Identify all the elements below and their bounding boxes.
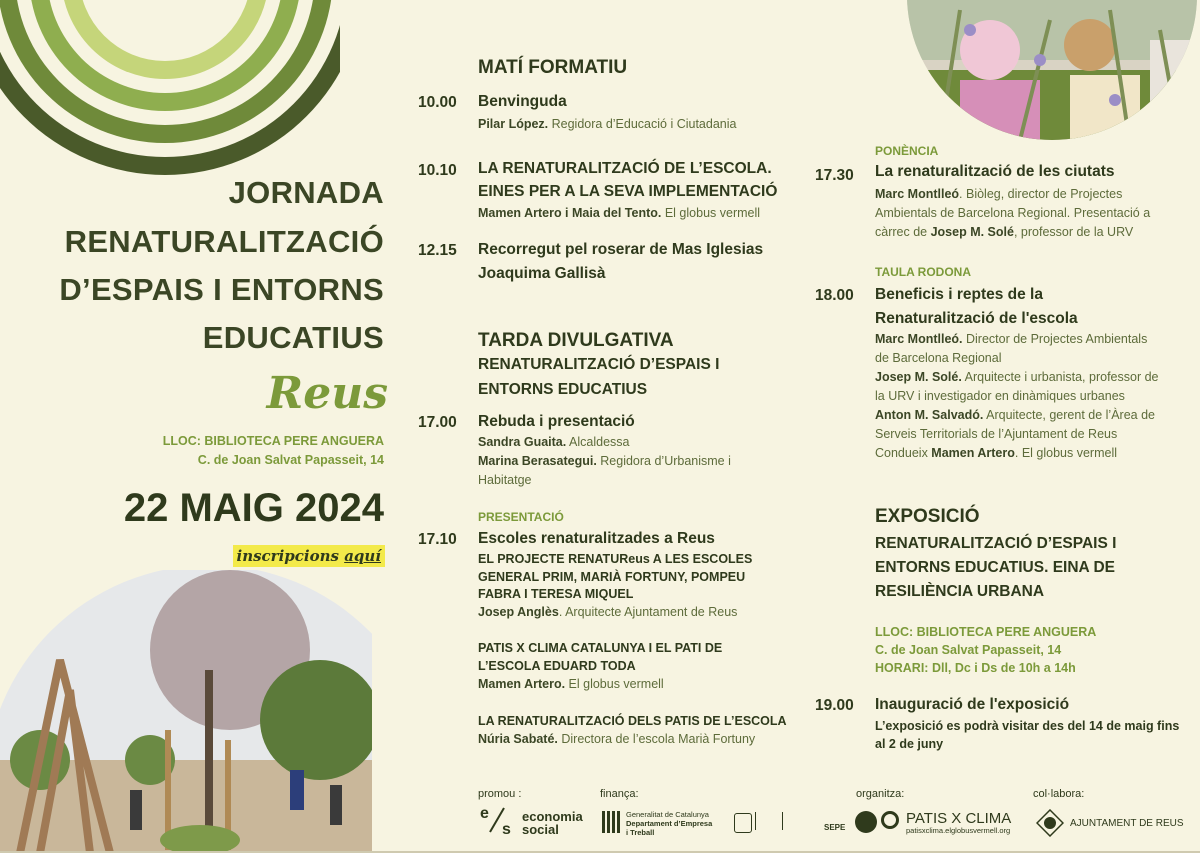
event-title-line-2: RENATURALITZACIÓ bbox=[64, 224, 384, 259]
patis-clima-line-2: L’ESCOLA EDUARD TODA bbox=[478, 659, 636, 673]
finansa-label: finança: bbox=[600, 788, 639, 800]
event-title-line-1: JORNADA bbox=[228, 175, 384, 210]
city-name: Reus bbox=[266, 368, 388, 419]
schools-heading: Escoles renaturalitzades a Reus bbox=[478, 530, 715, 547]
rose-garden-guide: Joaquima Gallisà bbox=[478, 265, 606, 282]
renatureus-line-1: EL PROJECTE RENATUReus A LES ESCOLES bbox=[478, 552, 753, 566]
time-1730: 17.30 bbox=[815, 167, 854, 184]
reception-speaker-2: Marina Berasategui. Regidora d’Urbanisme i bbox=[478, 454, 731, 468]
colabora-label: col·labora: bbox=[1033, 788, 1085, 800]
venue-name: LLOC: BIBLIOTECA PERE ANGUERA bbox=[162, 434, 384, 448]
tarda-title: TARDA DIVULGATIVA bbox=[478, 330, 674, 351]
renatureus-line-2: GENERAL PRIM, MARIÀ FORTUNY, POMPEU bbox=[478, 570, 746, 584]
time-1900: 19.00 bbox=[815, 697, 854, 714]
time-1010: 10.10 bbox=[418, 162, 457, 179]
schoolyard-photo bbox=[0, 570, 372, 853]
patis-clima-speaker: Mamen Artero. El globus vermell bbox=[478, 677, 664, 691]
svg-text:e: e bbox=[480, 805, 489, 822]
presentation-tag: PRESENTACIÓ bbox=[478, 510, 564, 524]
exhibition-sub-2: ENTORNS EDUCATIUS. EINA DE bbox=[875, 559, 1115, 576]
ponencia-tag: PONÈNCIA bbox=[875, 144, 939, 158]
event-date: 22 MAIG 2024 bbox=[123, 486, 384, 530]
patis-x-clima-icon bbox=[881, 811, 899, 829]
economia-social-icon bbox=[480, 804, 516, 836]
promou-label: promou : bbox=[478, 788, 522, 800]
ponencia-speaker: Marc Montlleó. Biòleg, director de Projectes bbox=[875, 187, 1123, 201]
exhibition-dates-1: L’exposició es podrà visitar des del 14 de maig fins bbox=[875, 719, 1180, 733]
ajuntament-reus-logo: AJUNTAMENT DE REUS bbox=[1070, 818, 1184, 829]
panelist-2-role: la URV i investigador en dinàmiques urbanes bbox=[875, 389, 1125, 403]
event-title-line-3: D’ESPAIS I ENTORNS bbox=[59, 272, 384, 307]
exhibition-sub-1: RENATURALITZACIÓ D’ESPAIS I bbox=[875, 535, 1117, 552]
exhibition-title: EXPOSICIÓ bbox=[875, 506, 980, 527]
reception-heading: Rebuda i presentació bbox=[478, 413, 635, 430]
time-1710: 17.10 bbox=[418, 531, 457, 548]
panelist-3-role: Serveis Territorials de l’Ajuntament de Reus bbox=[875, 427, 1118, 441]
school-talk-heading-1: LA RENATURALITZACIÓ DE L’ESCOLA. bbox=[478, 160, 772, 177]
inscription-label: inscripcions bbox=[236, 547, 345, 565]
panelist-2: Josep M. Solé. Arquitecte i urbanista, professor de bbox=[875, 370, 1159, 384]
renatureus-speaker: Josep Anglès. Arquitecte Ajuntament de Reus bbox=[478, 605, 738, 619]
svg-text:s: s bbox=[502, 821, 511, 836]
exhibition-hours: HORARI: Dll, Dc i Ds de 10h a 14h bbox=[875, 661, 1076, 675]
event-title-line-4: EDUCATIUS bbox=[202, 320, 384, 355]
inauguration-heading: Inauguració de l'exposició bbox=[875, 696, 1070, 713]
reception-speaker-1: Sandra Guaita. Alcaldessa bbox=[478, 435, 630, 449]
exhibition-sub-3: RESILIÈNCIA URBANA bbox=[875, 583, 1045, 600]
time-1800: 18.00 bbox=[815, 287, 854, 304]
ponencia-presenter: càrrec de Josep M. Solé, professor de la URV bbox=[875, 225, 1134, 239]
round-table-heading-2: Renaturalització de l'escola bbox=[875, 310, 1078, 327]
generalitat-icon bbox=[602, 811, 622, 833]
school-talk-speakers: Mamen Artero i Maia del Tento. El globus vermell bbox=[478, 206, 761, 220]
organitza-label: organitza: bbox=[856, 788, 905, 800]
patis-escola-heading: LA RENATURALITZACIÓ DELS PATIS DE L’ESCOLA bbox=[478, 714, 787, 728]
generalitat-logo: Generalitat de Catalunya Departament d’Empresa i Treball bbox=[626, 810, 713, 837]
patis-x-clima-url: patisxclima.elglobusvermell.org bbox=[906, 826, 1011, 835]
round-table-tag: TAULA RODONA bbox=[875, 265, 971, 279]
time-1000: 10.00 bbox=[418, 94, 457, 111]
ponencia-speaker-role: Ambientals de Barcelona Regional. Presentació a bbox=[875, 206, 1151, 220]
panelist-1: Marc Montlleó. Director de Projectes Ambientals bbox=[875, 332, 1148, 346]
ajuntament-reus-icon bbox=[1036, 809, 1064, 837]
ministry-logo-1 bbox=[755, 812, 778, 830]
tarda-subtitle-2: ENTORNS EDUCATIUS bbox=[478, 381, 648, 398]
welcome-speaker: Pilar López. Regidora d’Educació i Ciutadania bbox=[478, 117, 737, 131]
school-talk-heading-2: EINES PER A LA SEVA IMPLEMENTACIÓ bbox=[478, 183, 778, 200]
time-1700: 17.00 bbox=[418, 414, 457, 431]
patis-escola-speaker: Núria Sabaté. Directora de l’escola Marià Fortuny bbox=[478, 732, 756, 746]
round-table-heading-1: Beneficis i reptes de la bbox=[875, 286, 1043, 303]
venue-address: C. de Joan Salvat Papasseit, 14 bbox=[197, 453, 384, 467]
rose-garden-tour: Recorregut pel roserar de Mas Iglesias bbox=[478, 241, 764, 258]
spain-crest-icon bbox=[734, 813, 752, 833]
children-garden-photo bbox=[900, 0, 1200, 145]
patis-clima-line-1: PATIS X CLIMA CATALUNYA I EL PATI DE bbox=[478, 641, 723, 655]
globus-vermell-icon bbox=[855, 811, 877, 833]
tarda-subtitle-1: RENATURALITZACIÓ D’ESPAIS I bbox=[478, 356, 720, 373]
welcome-heading: Benvinguda bbox=[478, 93, 567, 110]
ministry-logo-2 bbox=[782, 812, 817, 830]
economia-social-logo: economia social bbox=[522, 809, 583, 837]
patis-x-clima-logo: PATIS X CLIMA bbox=[906, 810, 1012, 827]
exhibition-venue: LLOC: BIBLIOTECA PERE ANGUERA bbox=[875, 625, 1097, 639]
reception-speaker-2-role: Habitatge bbox=[478, 473, 532, 487]
panelist-1-role: de Barcelona Regional bbox=[875, 351, 1002, 365]
decorative-rings bbox=[0, 0, 340, 200]
mati-title: MATÍ FORMATIU bbox=[478, 57, 628, 78]
inscription-here[interactable]: aquí bbox=[344, 547, 381, 565]
panelist-3: Anton M. Salvadó. Arquitecte, gerent de l’Àrea de bbox=[875, 408, 1155, 422]
exhibition-address: C. de Joan Salvat Papasseit, 14 bbox=[875, 643, 1062, 657]
exhibition-dates-2: al 2 de juny bbox=[875, 737, 944, 751]
sepe-logo: SEPE bbox=[824, 823, 846, 832]
ponencia-heading: La renaturalització de les ciutats bbox=[875, 163, 1115, 180]
moderator: Condueix Mamen Artero. El globus vermell bbox=[875, 446, 1118, 460]
time-1215: 12.15 bbox=[418, 242, 457, 259]
renatureus-line-3: FABRA I TERESA MIQUEL bbox=[478, 587, 634, 601]
inscription-link[interactable] bbox=[233, 545, 386, 567]
